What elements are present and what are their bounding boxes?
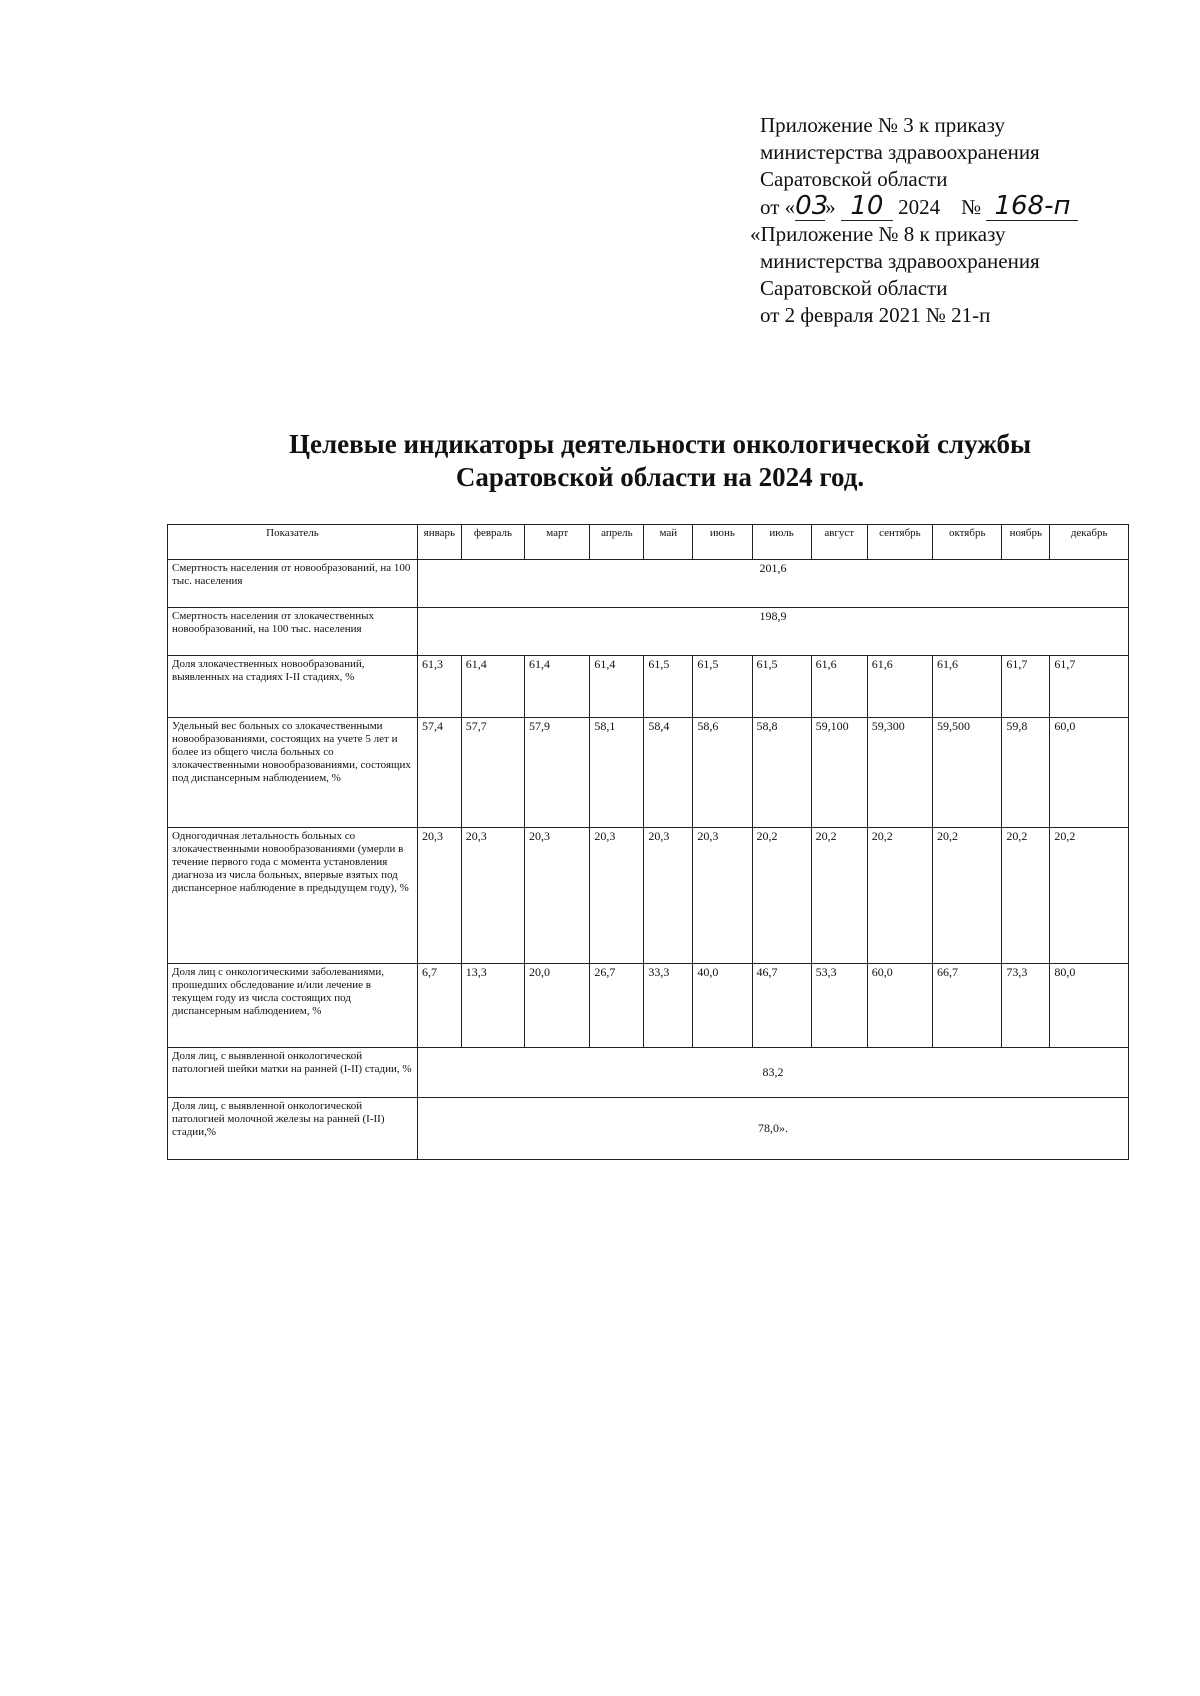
row-value: 58,1 (590, 718, 644, 828)
date-year: 2024 (898, 195, 941, 219)
table-row (168, 828, 1129, 964)
document-header (750, 112, 1150, 329)
row-value: 61,4 (590, 656, 644, 718)
title-line-2: Саратовской области на 2024 год. (455, 462, 865, 492)
table-row (168, 1098, 1129, 1160)
header-month: ноябрь (1002, 525, 1050, 560)
date-day: 03 (795, 191, 829, 221)
document-title (160, 428, 1160, 494)
row-value: 73,3 (1002, 964, 1050, 1048)
header-month: август (811, 525, 867, 560)
row-label: Смертность населения от новообразований, на 100 тыс. населения (168, 560, 418, 608)
region-line: Саратовской области (760, 167, 948, 191)
row-value: 20,2 (752, 828, 811, 964)
number-sign: № (961, 195, 982, 219)
row-label: Доля лиц, с выявленной онкологической патологией молочной железы на ранней (I-II) стадии,% (168, 1098, 418, 1160)
row-value: 59,8 (1002, 718, 1050, 828)
row-value: 33,3 (644, 964, 693, 1048)
row-value: 61,4 (525, 656, 590, 718)
row-value: 61,5 (644, 656, 693, 718)
prev-ministry-line: министерства здравоохранения (760, 249, 1040, 273)
row-value: 20,2 (933, 828, 1002, 964)
row-value-merged: 198,9 (417, 608, 1128, 656)
header-month: сентябрь (867, 525, 932, 560)
row-value: 59,100 (811, 718, 867, 828)
row-value: 66,7 (933, 964, 1002, 1048)
row-value: 60,0 (867, 964, 932, 1048)
header-month: март (525, 525, 590, 560)
row-value: 57,7 (461, 718, 524, 828)
header-month: апрель (590, 525, 644, 560)
row-value: 20,3 (693, 828, 752, 964)
row-value: 20,3 (417, 828, 461, 964)
table-row (168, 964, 1129, 1048)
header-month: июнь (693, 525, 752, 560)
date-month: 10 (841, 193, 893, 221)
table-row (168, 1048, 1129, 1098)
row-value: 58,6 (693, 718, 752, 828)
row-value: 59,500 (933, 718, 1002, 828)
header-month: январь (417, 525, 461, 560)
row-value: 80,0 (1050, 964, 1129, 1048)
header-indicator: Показатель (168, 525, 418, 560)
header-month: октябрь (933, 525, 1002, 560)
row-value: 13,3 (461, 964, 524, 1048)
header-month: май (644, 525, 693, 560)
date-mid: » (825, 195, 836, 219)
title-line-1: Целевые индикаторы деятельности онкологической службы (288, 429, 1032, 459)
row-value: 40,0 (693, 964, 752, 1048)
indicators-table (167, 524, 1129, 1160)
table-row (168, 718, 1129, 828)
row-value: 20,2 (1002, 828, 1050, 964)
row-value: 46,7 (752, 964, 811, 1048)
row-label: Смертность населения от злокачественных новообразований, на 100 тыс. населения (168, 608, 418, 656)
row-label: Доля лиц, с выявленной онкологической патологией шейки матки на ранней (I-II) стадии, % (168, 1048, 418, 1098)
row-value: 20,2 (867, 828, 932, 964)
row-value: 20,3 (590, 828, 644, 964)
row-value: 6,7 (417, 964, 461, 1048)
row-value: 59,300 (867, 718, 932, 828)
row-value: 58,4 (644, 718, 693, 828)
row-value: 61,7 (1050, 656, 1129, 718)
order-number: 168-п (986, 193, 1078, 221)
row-value: 26,7 (590, 964, 644, 1048)
row-value: 20,2 (1050, 828, 1129, 964)
row-value: 61,6 (933, 656, 1002, 718)
row-value: 20,2 (811, 828, 867, 964)
order-date-line (760, 193, 1150, 221)
row-value: 61,7 (1002, 656, 1050, 718)
prev-appendix-line: «Приложение № 8 к приказу (750, 222, 1006, 246)
row-value: 61,3 (417, 656, 461, 718)
appendix-line: Приложение № 3 к приказу (760, 113, 1005, 137)
row-value-merged: 78,0». (417, 1098, 1128, 1160)
prev-date-line: от 2 февраля 2021 № 21-п (760, 303, 991, 327)
row-value: 53,3 (811, 964, 867, 1048)
row-value: 57,4 (417, 718, 461, 828)
row-label: Доля злокачественных новообразований, выявленных на стадиях I-II стадиях, % (168, 656, 418, 718)
row-value: 61,4 (461, 656, 524, 718)
row-value: 60,0 (1050, 718, 1129, 828)
prev-region-line: Саратовской области (760, 276, 948, 300)
header-month: июль (752, 525, 811, 560)
row-value-merged: 83,2 (417, 1048, 1128, 1098)
row-label: Удельный вес больных со злокачественными новообразованиями, состоящих на учете 5 лет и более из общего числа больных со злокачественными новообразованиями, состоящих под диспансерным наблюдением, % (168, 718, 418, 828)
row-value: 20,0 (525, 964, 590, 1048)
row-label: Одногодичная летальность больных со злокачественными новообразованиями (умерли в течение первого года с момента установления диагноза из числа больных, впервые взятых под диспансерное наблюдение в предыдущем году), % (168, 828, 418, 964)
row-value: 58,8 (752, 718, 811, 828)
row-value: 61,5 (752, 656, 811, 718)
table-row (168, 656, 1129, 718)
date-prefix: от « (760, 195, 796, 219)
header-row (168, 525, 1129, 560)
row-value: 61,6 (867, 656, 932, 718)
row-value: 20,3 (525, 828, 590, 964)
ministry-line: министерства здравоохранения (760, 140, 1040, 164)
row-value: 20,3 (461, 828, 524, 964)
table-row (168, 560, 1129, 608)
header-month: февраль (461, 525, 524, 560)
row-value: 61,5 (693, 656, 752, 718)
row-value: 57,9 (525, 718, 590, 828)
header-month: декабрь (1050, 525, 1129, 560)
table-row (168, 608, 1129, 656)
row-label: Доля лиц с онкологическими заболеваниями, прошедших обследование и/или лечение в текущем году из числа состоящих под диспансерным наблюдением, % (168, 964, 418, 1048)
row-value: 20,3 (644, 828, 693, 964)
row-value: 61,6 (811, 656, 867, 718)
row-value-merged: 201,6 (417, 560, 1128, 608)
